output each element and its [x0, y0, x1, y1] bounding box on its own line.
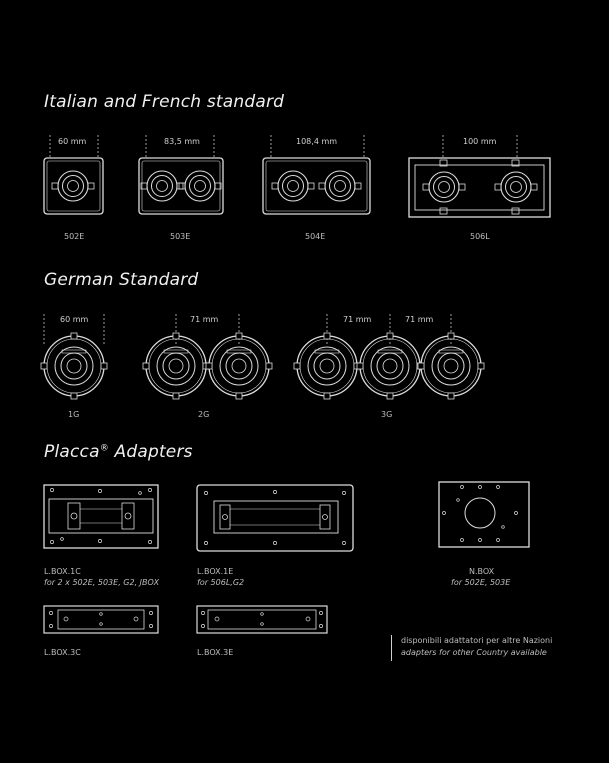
lbox3e-drawing: [197, 606, 327, 633]
dim-1g: 60 mm: [60, 315, 89, 324]
lbox1e-name: L.BOX.1E: [197, 567, 234, 576]
note-it: disponibili adattatori per altre Nazioni: [401, 636, 553, 645]
label-1g: 1G: [68, 410, 80, 419]
lbox3e-name: L.BOX.3E: [197, 648, 234, 657]
lbox1c-drawing: [44, 485, 158, 548]
section-title-german: German Standard: [44, 270, 199, 290]
dim-3g-b: 71 mm: [405, 315, 434, 324]
dim-2g: 71 mm: [190, 315, 219, 324]
lbox3c-drawing: [44, 606, 158, 633]
label-504e: 504E: [305, 232, 326, 241]
lbox1e-drawing: [197, 485, 353, 551]
registered-mark: ®: [99, 443, 109, 454]
lbox1e-desc: for 506L,G2: [197, 578, 245, 587]
dim-504e: 108,4 mm: [296, 137, 338, 146]
lbox3c-name: L.BOX.3C: [44, 648, 81, 657]
adapters-title-tail: Adapters: [108, 442, 193, 462]
adapters-title-main: Placca: [44, 442, 100, 462]
german-1g: [41, 333, 107, 399]
box-502e: [44, 158, 103, 214]
box-503e: [139, 158, 223, 214]
italian-dim-lines: [50, 135, 517, 158]
box-504e: [263, 158, 370, 214]
label-503e: 503E: [170, 232, 191, 241]
box-506l: [409, 158, 550, 217]
lbox1c-desc: for 2 x 502E, 503E, G2, JBOX: [44, 578, 160, 587]
dim-502e: 60 mm: [58, 137, 87, 146]
nbox-drawing: [439, 482, 529, 547]
label-2g: 2G: [198, 410, 210, 419]
label-506l: 506L: [470, 232, 490, 241]
label-502e: 502E: [64, 232, 85, 241]
dim-506l: 100 mm: [463, 137, 497, 146]
nbox-name: N.BOX: [469, 567, 495, 576]
note-en: adapters for other Country available: [401, 648, 547, 657]
dim-503e: 83,5 mm: [164, 137, 200, 146]
lbox1c-name: L.BOX.1C: [44, 567, 81, 576]
dim-3g-a: 71 mm: [343, 315, 372, 324]
nbox-desc: for 502E, 503E: [451, 578, 511, 587]
section-title-italian: Italian and French standard: [44, 92, 285, 112]
label-3g: 3G: [381, 410, 393, 419]
